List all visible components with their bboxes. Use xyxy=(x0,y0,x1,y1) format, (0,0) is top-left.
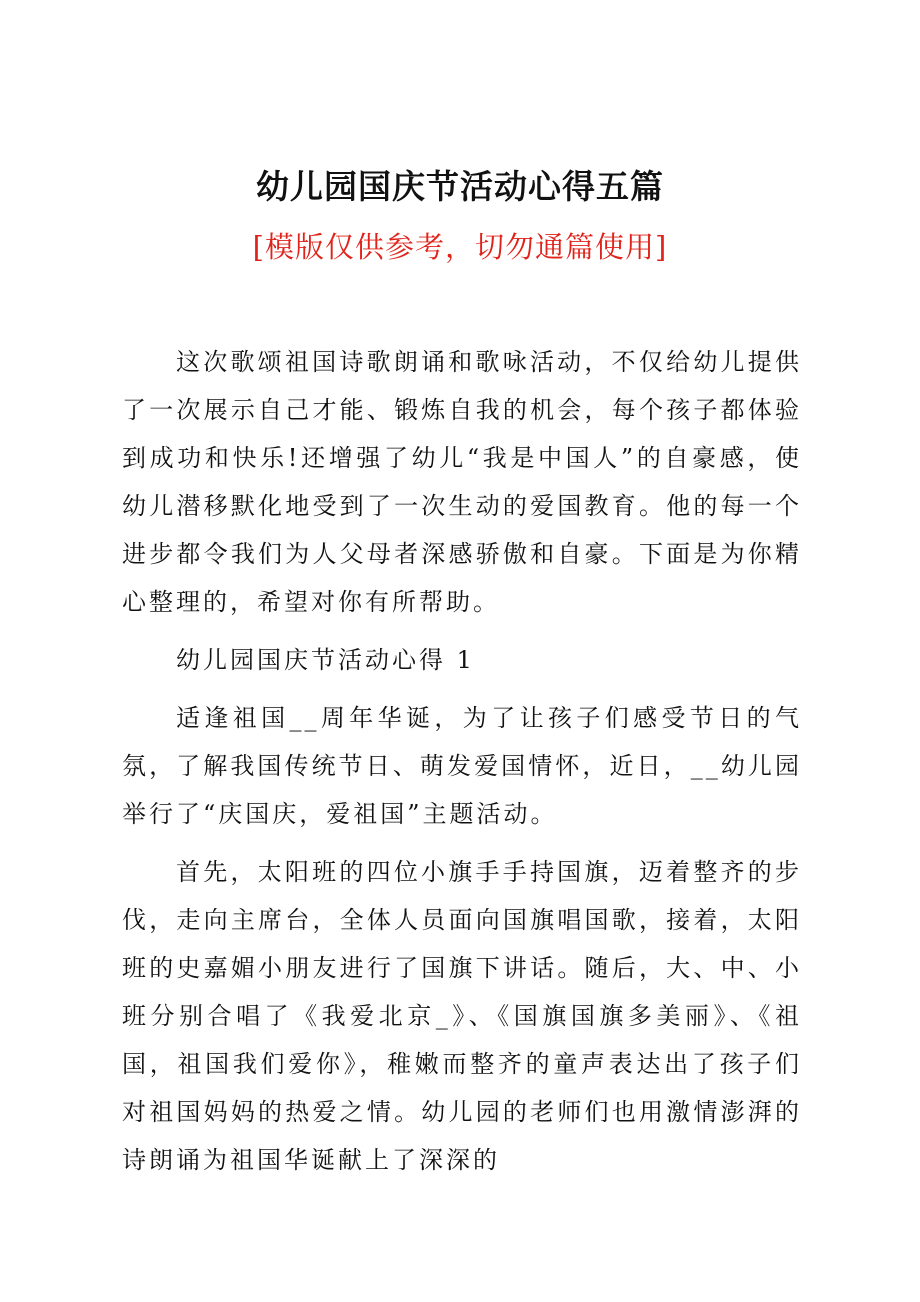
document-body xyxy=(122,338,802,1194)
body-paragraph: 适逢祖国__周年华诞，为了让孩子们感受节日的气氛，了解我国传统节日、萌发爱国情怀，近日，__幼儿园举行了“庆国庆，爱祖国”主题活动。 xyxy=(122,704,802,828)
document-subtitle: [模版仅供参考，切勿通篇使用] xyxy=(252,230,668,264)
section-heading-1: 幼儿园国庆节活动心得 1 xyxy=(176,646,475,674)
intro-paragraph: 这次歌颂祖国诗歌朗诵和歌咏活动，不仅给幼儿提供了一次展示自己才能、锻炼自我的机会，每个孩子都体验到成功和快乐!还增强了幼儿“我是中国人”的自豪感，使幼儿潜移默化地受到了一次生动的爱国教育。他的每一个进步都令我们为人父母者深感骄傲和自豪。下面是为你精心整理的，希望对你有所帮助。 xyxy=(122,348,802,616)
body-paragraph: 首先，太阳班的四位小旗手手持国旗，迈着整齐的步伐，走向主席台，全体人员面向国旗唱国歌，接着，太阳班的史嘉媚小朋友进行了国旗下讲话。随后，大、中、小班分别合唱了《我爱北京_》、《国旗国旗多美丽》、《祖国，祖国我们爱你》，稚嫩而整齐的童声表达出了孩子们对祖国妈妈的热爱之情。幼儿园的老师们也用激情澎湃的诗朗诵为祖国华诞献上了深深的 xyxy=(122,858,802,1174)
document-title: 幼儿园国庆节活动心得五篇 xyxy=(256,167,664,206)
